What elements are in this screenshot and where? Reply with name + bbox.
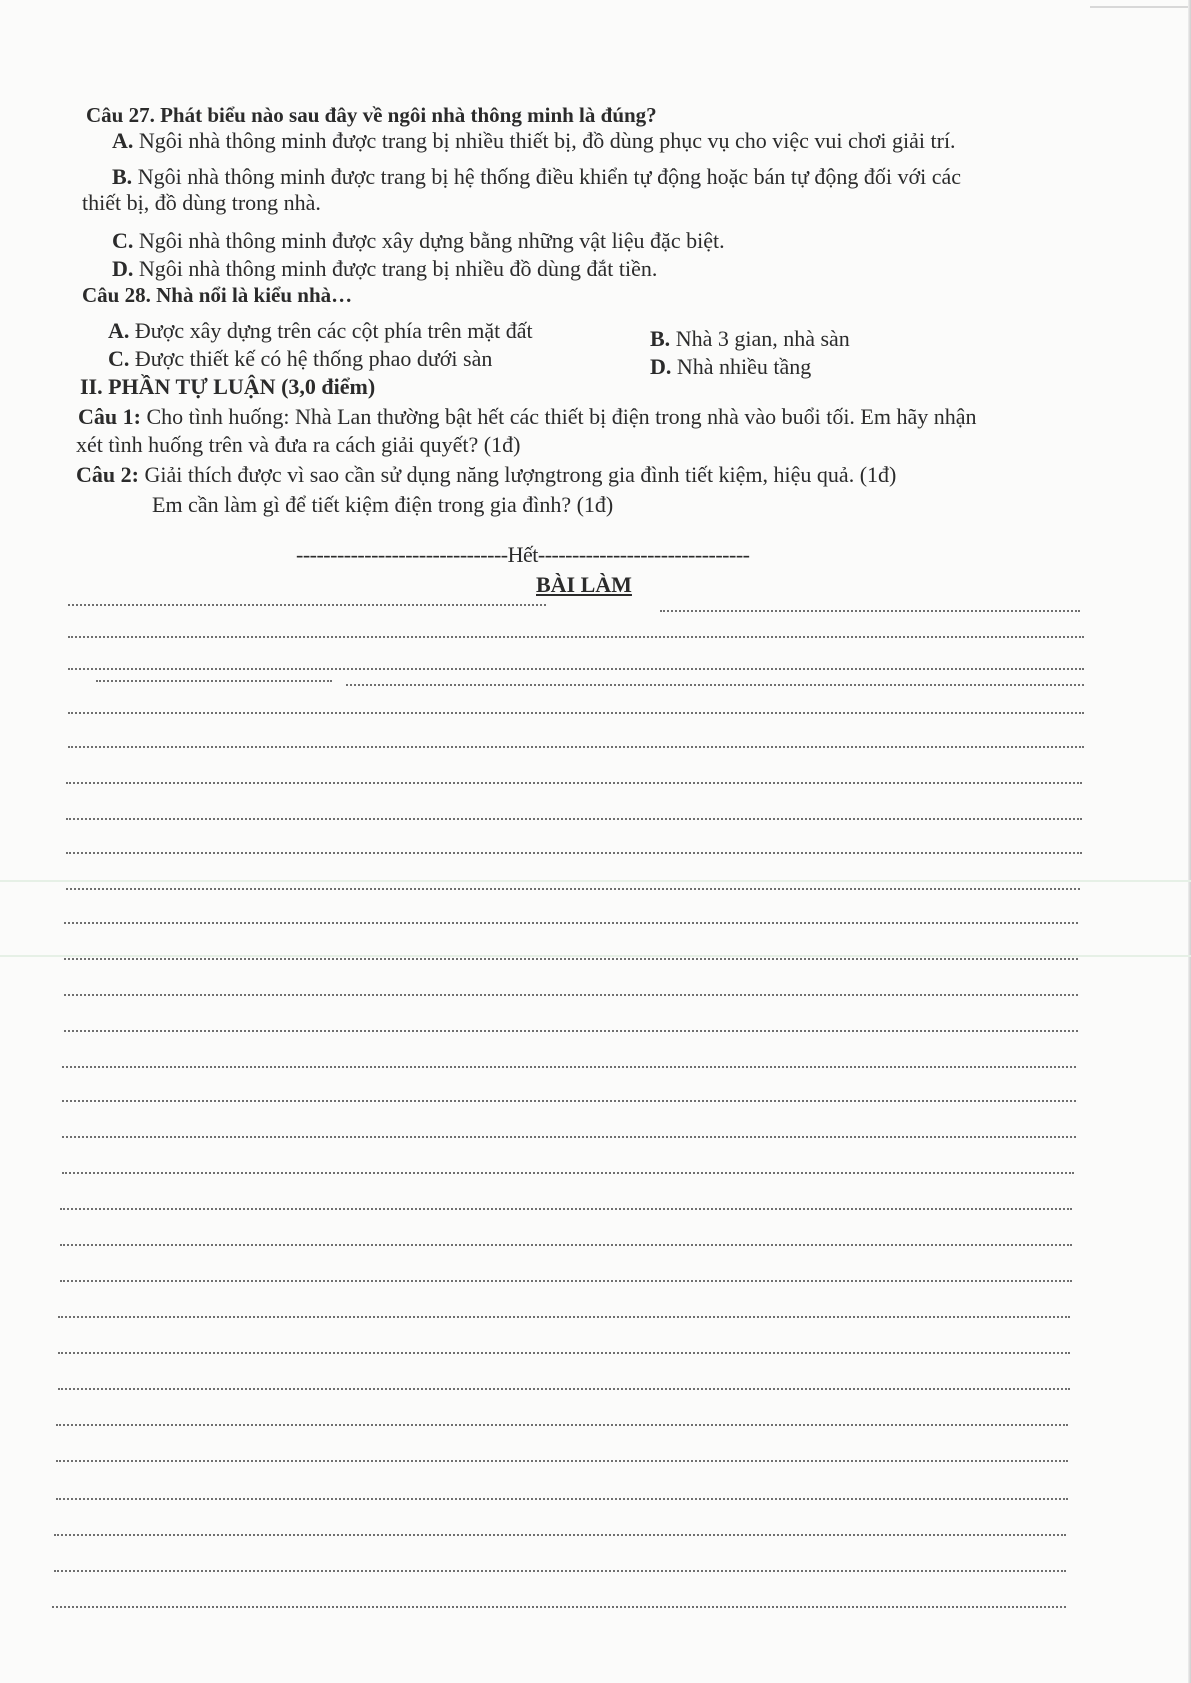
question-27-option-b-cont: thiết bị, đồ dùng trong nhà. <box>82 190 321 215</box>
scan-artifact-band <box>0 955 1191 957</box>
question-text: Cho tình huống: Nhà Lan thường bật hết các thiết bị điện trong nhà vào buổi tối. Em hãy nhận <box>146 404 977 429</box>
end-mark: -------------------------------Hết------------------------------- <box>296 542 750 567</box>
option-text: Ngôi nhà thông minh được trang bị nhiều đồ dùng đắt tiền. <box>138 256 658 281</box>
answer-line <box>62 1100 1076 1102</box>
answer-line <box>62 1172 1074 1174</box>
essay-question-2-cont: Em cần làm gì để tiết kiệm điện trong gia đình? (1đ) <box>152 492 614 517</box>
option-text: Ngôi nhà thông minh được trang bị hệ thống điều khiển tự động hoặc bán tự động đối với các <box>137 164 962 189</box>
question-28-option-b <box>650 326 850 352</box>
answer-line <box>64 994 1078 996</box>
answer-line <box>52 1606 1066 1608</box>
answer-line <box>60 1280 1072 1282</box>
option-letter: C. <box>112 228 134 253</box>
answer-line <box>66 852 1082 854</box>
question-28-option-d <box>650 354 811 380</box>
work-area-title: BÀI LÀM <box>536 572 632 597</box>
question-27-option-a <box>112 128 956 154</box>
option-letter: D. <box>650 354 672 379</box>
essay-question-1-cont: xét tình huống trên và đưa ra cách giải quyết? (1đ) <box>76 432 521 457</box>
answer-line <box>58 1352 1070 1354</box>
option-letter: A. <box>112 128 134 153</box>
answer-line <box>58 1388 1070 1390</box>
answer-line <box>56 1460 1068 1462</box>
answer-line <box>64 958 1078 960</box>
option-text: Nhà nhiều tầng <box>676 354 812 379</box>
answer-line <box>68 712 1084 714</box>
answer-line <box>62 1136 1076 1138</box>
scan-artifact-band <box>0 880 1191 882</box>
essay-question-2 <box>76 462 896 488</box>
option-text: Được xây dựng trên các cột phía trên mặt đất <box>134 318 533 343</box>
question-27-option-d <box>112 256 657 282</box>
answer-line <box>346 684 1084 686</box>
question-label: Câu 1: <box>78 404 141 429</box>
answer-line <box>62 1066 1076 1068</box>
option-letter: D. <box>112 256 134 281</box>
answer-line <box>64 922 1078 924</box>
answer-line <box>68 636 1084 638</box>
answer-line <box>66 782 1082 784</box>
answer-line <box>68 604 546 606</box>
scan-artifact-line <box>1090 6 1191 8</box>
answer-line <box>660 610 1080 612</box>
answer-line <box>54 1534 1066 1536</box>
option-text: Được thiết kế có hệ thống phao dưới sàn <box>134 346 493 371</box>
option-text: Ngôi nhà thông minh được xây dựng bằng những vật liệu đặc biệt. <box>138 228 725 253</box>
option-letter: B. <box>650 326 671 351</box>
option-letter: B. <box>112 164 133 189</box>
answer-line <box>66 888 1080 890</box>
question-28-title: Câu 28. Nhà nổi là kiểu nhà… <box>82 283 353 307</box>
question-28-option-a <box>108 318 533 344</box>
question-27-option-c <box>112 228 725 254</box>
question-27-option-b <box>112 164 961 190</box>
question-28-option-c <box>108 346 492 372</box>
answer-line <box>58 1316 1070 1318</box>
answer-line <box>54 1570 1066 1572</box>
part-2-heading: II. PHẦN TỰ LUẬN (3,0 điểm) <box>80 374 376 399</box>
answer-line <box>56 1424 1068 1426</box>
answer-line <box>60 1208 1072 1210</box>
question-text: Giải thích được vì sao cần sử dụng năng lượngtrong gia đình tiết kiệm, hiệu quả. (1đ) <box>144 462 897 487</box>
question-label: Câu 2: <box>76 462 139 487</box>
answer-line <box>68 746 1084 748</box>
essay-question-1 <box>78 404 977 430</box>
answer-line <box>66 818 1082 820</box>
option-text: Nhà 3 gian, nhà sàn <box>675 326 850 351</box>
option-text: Ngôi nhà thông minh được trang bị nhiều thiết bị, đồ dùng phục vụ cho việc vui chơi giải trí. <box>138 128 956 153</box>
answer-line <box>60 1244 1072 1246</box>
question-27-title: Câu 27. Phát biểu nào sau đây về ngôi nhà thông minh là đúng? <box>86 103 657 127</box>
answer-line <box>68 668 1084 670</box>
option-letter: C. <box>108 346 130 371</box>
answer-line <box>96 680 332 682</box>
option-letter: A. <box>108 318 130 343</box>
answer-line <box>64 1030 1078 1032</box>
answer-line <box>56 1498 1068 1500</box>
